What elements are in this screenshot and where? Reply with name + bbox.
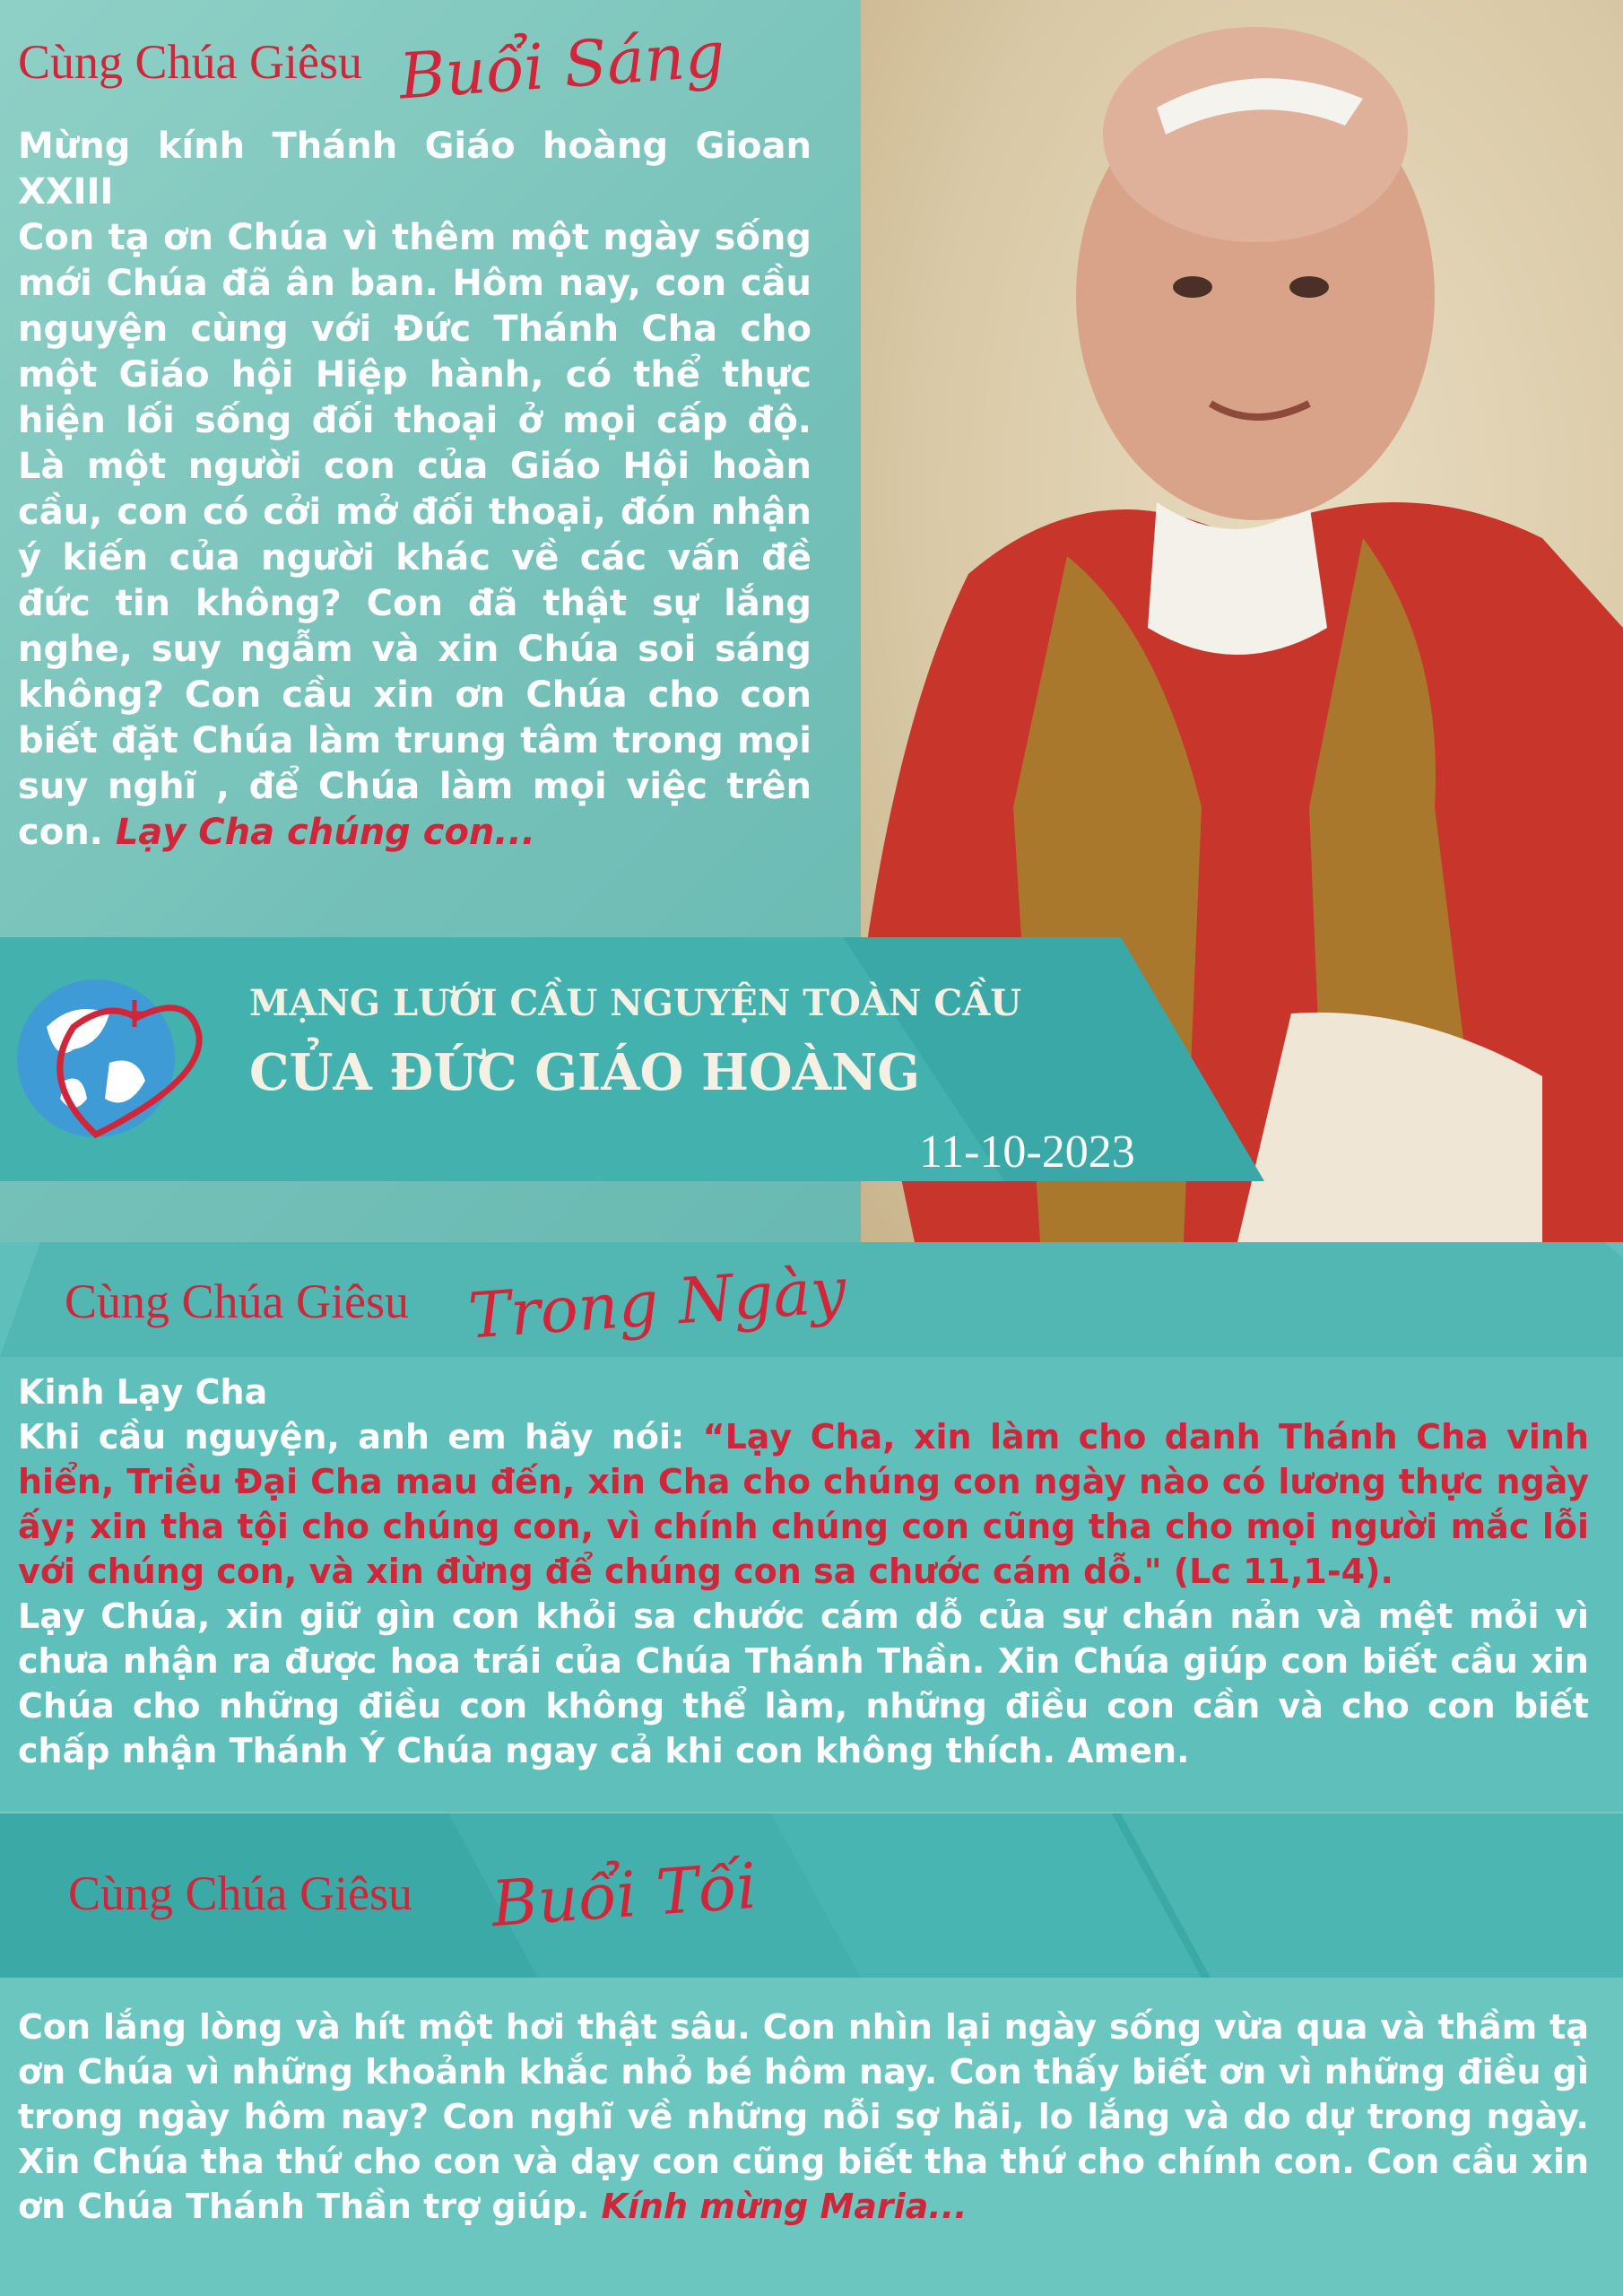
morning-script-title: Buổi Sáng [396, 17, 727, 114]
day-scripture [18, 1414, 1589, 1594]
evening-body-text: Con lắng lòng và hít một hơi thật sâu. Con nhìn lại ngày sống vừa qua và thầm tạ ơn Chúa vì những khoảnh khắc nhỏ bé hôm nay. Con thấy biết ơn vì những điều gì trong ngày hôm nay? Con nghĩ về những nỗi sợ hãi, lo lắng và do dự trong ngày. Xin Chúa tha thứ cho con và dạy con cũng biết tha thứ cho chính con. Con cầu xin ơn Chúa Thánh Thần trợ giúp. [18, 2007, 1589, 2226]
morning-title: Mừng kính Thánh Giáo hoàng Gioan XXIII [18, 126, 812, 213]
morning-closing: Lạy Cha chúng con... [115, 812, 535, 853]
morning-body-text: Con tạ ơn Chúa vì thêm một ngày sống mới Chúa đã ân ban. Hôm nay, con cầu nguyện cùng với Đức Thánh Cha cho một Giáo hội Hiệp hành, có thể thực hiện lối sống đối thoại ở mọi cấp độ. Là một người con của Giáo Hội hoàn cầu, con có cởi mở đối thoại, đón nhận ý kiến của người khác về các vấn đề đức tin không? Con đã thật sự lắng nghe, suy ngẫm và xin Chúa soi sáng không? Con cầu xin ơn Chúa cho con biết đặt Chúa làm trung tâm trong mọi suy nghĩ , để Chúa làm mọi việc trên con. [18, 217, 812, 853]
morning-heading: Cùng Chúa Giêsu [18, 35, 362, 89]
day-quote: “Lạy Cha, xin làm cho danh Thánh Cha vinh hiển, Triều Đại Cha mau đến, xin Cha cho chúng con ngày nào có lương thực ngày ấy; xin tha tội cho chúng con, vì chính chúng con cũng tha cho mọi người mắc lỗi với chúng con, và xin đừng để chúng con sa chước cám dỗ." (Lc 11,1-4). [18, 1417, 1589, 1591]
day-script-title: Trong Ngày [465, 1253, 849, 1353]
evening-script-title: Buổi Tối [489, 1848, 759, 1942]
network-banner [0, 937, 1264, 1181]
morning-body [18, 215, 812, 856]
day-intro: Khi cầu nguyện, anh em hãy nói: [18, 1417, 685, 1457]
morning-prayer [18, 124, 812, 856]
globe-heart-logo-icon [11, 964, 208, 1144]
evening-heading: Cùng Chúa Giêsu [68, 1866, 412, 1920]
day-heading: Cùng Chúa Giêsu [65, 1274, 409, 1328]
day-body: Lạy Chúa, xin giữ gìn con khỏi sa chước cám dỗ của sự chán nản và mệt mỏi vì chưa nhận ra được hoa trái của Chúa Thánh Thần. Xin Chúa giúp con biết cầu xin Chúa cho những điều con không thể làm, những điều con cần và cho con biết chấp nhận Thánh Ý Chúa ngay cả khi con không thích. Amen. [18, 1596, 1589, 1770]
evening-prayer [18, 2005, 1589, 2229]
evening-body [18, 2005, 1589, 2229]
day-title: Kinh Lạy Cha [18, 1372, 268, 1412]
banner-title-line2: CỦA ĐỨC GIÁO HOÀNG [249, 1043, 921, 1102]
banner-title-line1: MẠNG LƯỚI CẦU NGUYỆN TOÀN CẦU [249, 982, 1022, 1024]
evening-closing: Kính mừng Maria... [601, 2187, 968, 2226]
day-prayer [18, 1370, 1589, 1773]
banner-date: 11-10-2023 [919, 1126, 1135, 1178]
